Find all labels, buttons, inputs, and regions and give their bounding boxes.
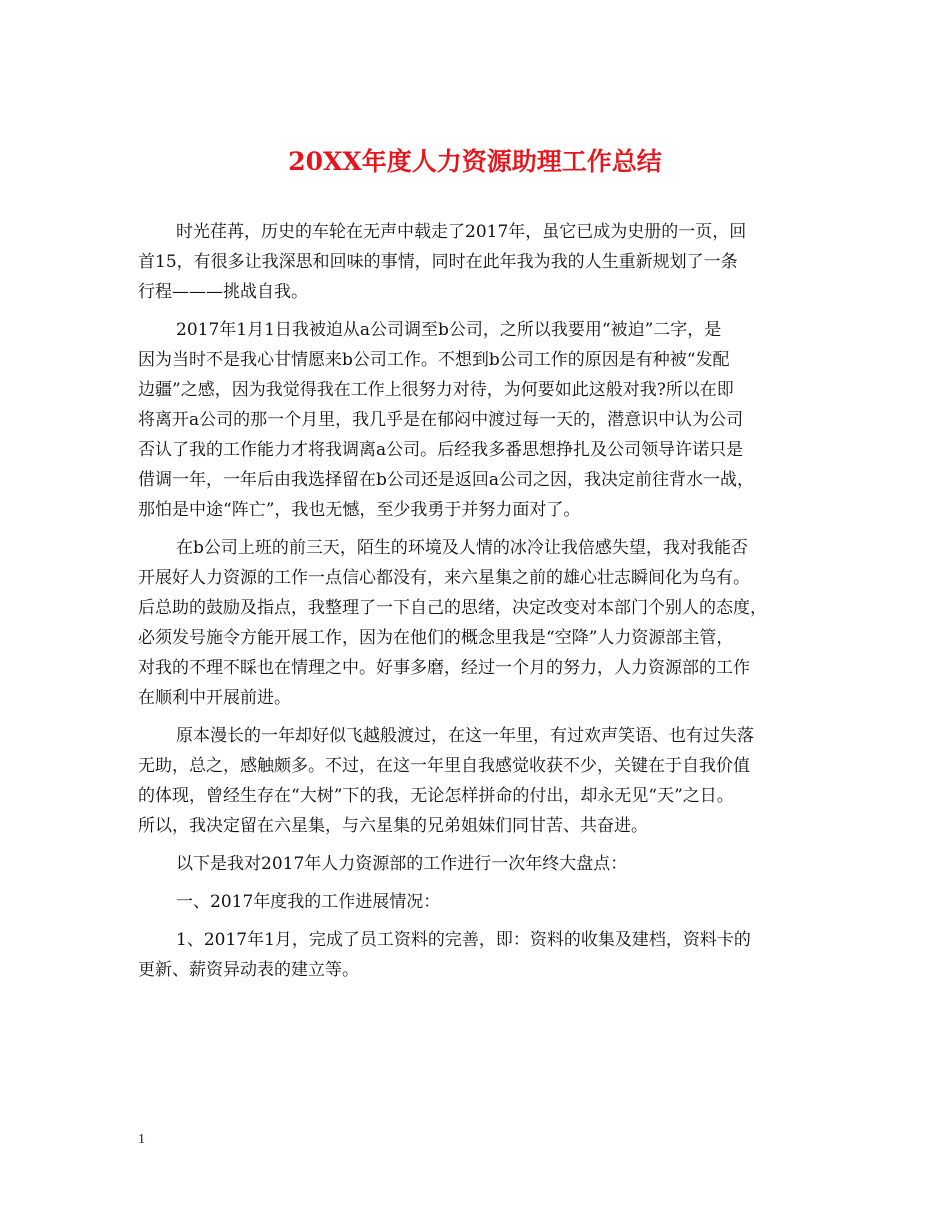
paragraph-1	[138, 217, 818, 307]
document-title: 20XX年度人力资源助理工作总结	[288, 147, 662, 176]
paragraph-line: 更新、薪资异动表的建立等。	[138, 960, 359, 980]
paragraph-line: 一、2017年度我的工作进展情况：	[176, 892, 441, 912]
section-heading-1	[138, 887, 818, 917]
document-body	[138, 217, 818, 993]
paragraph-line: 必须发号施令方能开展工作，因为在他们的概念里我是“空降”人力资源部主管，	[138, 628, 734, 648]
page-number: 1	[138, 1132, 145, 1147]
paragraph-line: 时光荏苒，历史的车轮在无声中载走了2017年，虽它已成为史册的一页，回	[176, 222, 747, 242]
paragraph-4	[138, 721, 818, 841]
paragraph-line: 原本漫长的一年却好似飞越般渡过，在这一年里，有过欢声笑语、也有过失落	[176, 726, 754, 746]
paragraph-line: 所以，我决定留在六星集，与六星集的兄弟姐妹们同甘苦、共奋进。	[138, 816, 648, 836]
paragraph-line: 因为当时不是我心甘情愿来b公司工作。不想到b公司工作的原因是有种被“发配	[138, 350, 730, 370]
paragraph-line: 后总助的鼓励及指点，我整理了一下自己的思绪，决定改变对本部门个别人的态度，	[138, 598, 767, 618]
paragraph-line: 的体现，曾经生存在“大树”下的我，无论怎样拼命的付出，却永无见“天”之日。	[138, 786, 734, 806]
paragraph-line: 边疆”之感，因为我觉得我在工作上很努力对待，为何要如此这般对我?所以在即	[138, 380, 734, 400]
paragraph-line: 那怕是中途“阵亡”，我也无憾，至少我勇于并努力面对了。	[138, 500, 581, 520]
paragraph-5	[138, 849, 818, 879]
list-item-1	[138, 925, 818, 985]
paragraph-line: 1、2017年1月，完成了员工资料的完善，即：资料的收集及建档，资料卡的	[176, 930, 751, 950]
paragraph-2	[138, 315, 818, 525]
paragraph-line: 2017年1月1日我被迫从a公司调至b公司，之所以我要用“被迫”二字，是	[176, 320, 722, 340]
paragraph-line: 将离开a公司的那一个月里，我几乎是在郁闷中渡过每一天的，潜意识中认为公司	[138, 410, 744, 430]
paragraph-line: 开展好人力资源的工作一点信心都没有，来六星集之前的雄心壮志瞬间化为乌有。	[138, 568, 750, 588]
paragraph-line: 否认了我的工作能力才将我调离a公司。后经我多番思想挣扎及公司领导许诺只是	[138, 440, 744, 460]
paragraph-3	[138, 533, 818, 713]
paragraph-line: 在b公司上班的前三天，陌生的环境及人情的冰冷让我倍感失望，我对我能否	[176, 538, 748, 558]
paragraph-line: 借调一年，一年后由我选择留在b公司还是返回a公司之因，我决定前往背水一战，	[138, 470, 755, 490]
paragraph-line: 以下是我对2017年人力资源部的工作进行一次年终大盘点：	[176, 854, 628, 874]
paragraph-line: 首15，有很多让我深思和回味的事情，同时在此年我为我的人生重新规划了一条	[138, 252, 738, 272]
paragraph-line: 无助，总之，感触颇多。不过，在这一年里自我感觉收获不少，关键在于自我价值	[138, 756, 750, 776]
paragraph-line: 在顺利中开展前进。	[138, 688, 291, 708]
paragraph-line: 对我的不理不睬也在情理之中。好事多磨，经过一个月的努力，人力资源部的工作	[138, 658, 750, 678]
paragraph-line: 行程———挑战自我。	[138, 282, 308, 302]
